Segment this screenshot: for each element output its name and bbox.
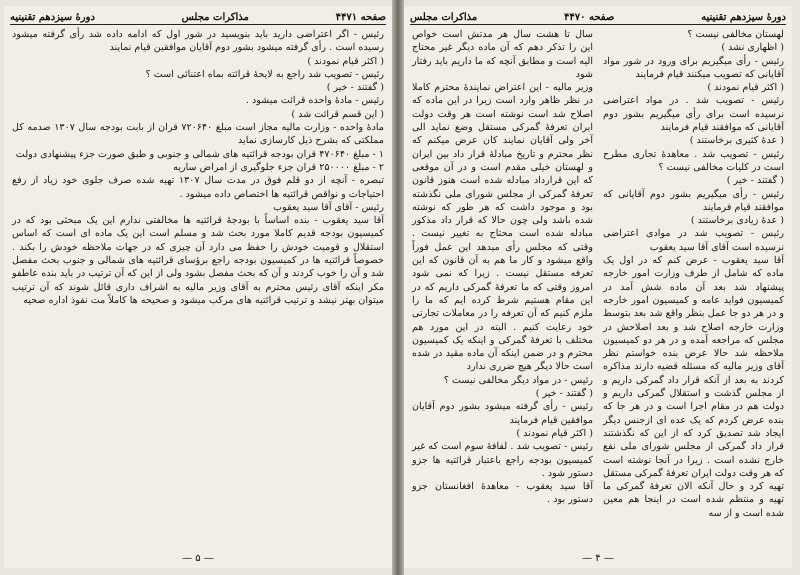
body-text: رئیس - اگر اعتراضی دارید باید بنویسید در شور اول که ادامه داده شد رأی گرفته میشود رسیده است . رأی گرفته میشود بشور دوم آقایان موافقین قیام نمایند ( اکثر قیام نمودند ) رئیس - تصویب شد راجع به لایحهٔ قرائته بماه اعتنائی است ؟ ( گفتند - خیر ) رئیس - مادهٔ واحده قرائت میشود . ( این قسم قرائت شد ) مادهٔ واحده - وزارت مالیه مجاز است مبلغ ۷۲۰۶۴۰ قران از بابت بودجه سال ۱۳۰۷ صدمه کل مملکتی که بشرح ذیل کارسازی نماید ۱ - مبلغ ۴۷۰۶۴۰ قران بودجه قرائتیه های شمالی و جنوبی و طبق صورت جزء پیشنهادی دولت ۲ - مبلغ ۲۵۰۰۰۰ قران جزء جلوگیری از امراض ساریه تبصره - آنچه از دو قلم فوق در مدت سال ۱۳۰۷ تهیه شده صرف جلوی خود زیاد از رفع احتیاجات و نواقص قرائتیه ها اختصاص داده میشود . رئیس - آقای آقا سید یعقوب آقا سید یعقوب - بنده اساساً با بودجهٔ قرائتیه ها مخالفتی ندارم این یک مبحثی بود که در کمیسیون بودجه قدیم کاملا مورد بحث شد و مسلم است این یک ماده ای است که اساس استقلال و قومیت خودش را حفظ می دارد آن چیزی که در جهات ملاحظه خودش را بکند . خصوصاً قرائتیه ها در کمیسیون بودجه راجع برؤسای قرائتیه های شمالی و جنوب بحث مفصل شد و آن را خوب کردند و آن که بحث مفصل بشود ولی از این که آن ترتیب در باید بنده عاطفو مکر اینکه آقای رئیس محترم به آقای وزیر مالیه به اشراف داری قائل شوند که آن ترتیب میتوان بهتر نیشد و ترتیب قرائتیه های مرکب میشود و صحیحه ها کاملاً مت نفوذ اداره صحیه xyxy=(12,29,384,306)
page-body xyxy=(412,28,784,550)
page-number: صفحه ۴۴۷۰ xyxy=(564,11,615,23)
running-title: مذاکرات مجلس xyxy=(410,11,478,23)
page-body xyxy=(12,28,384,550)
page-footer: — ۴ — xyxy=(582,553,614,564)
body-text-column-right: لهستان مخالفی نیست ؟ ( اظهاری نشد ) رئیس - رأی میگیریم برای ورود در شور مواد آقایانی که تصویب میکنند قیام فرمایند ( اکثر قیام نمودند ) رئیس - تصویب شد . در مواد اعتراضی نرسیده است برای رأی میگیریم بشور دوم آقایانی که موافقند قیام فرمایند ( عدهٔ کثیری برخاستند ) رئیس - تصویب شد . معاهدهٔ تجاری مطرح است در کلیات مخالفی نیست ؟ ( گفتند - خیر ) رئیس - رأی میگیریم بشور دوم آقایانی که موافقند قیام فرمایند ( عدهٔ زیادی برخاستند ) رئیس - تصویب شد در موادی اعتراضی نرسیده است آقای آقا سید یعقوب آقا سید یعقوب - عرض کنم که در اول یک ماده که شامل از طرف وزارت امور خارجه پیشنهاد شد بعد آن ماده شش آمد در کمیسیون فواید عامه و کمیسیون امور خارجه و در هر دو جا عمل بنظر واقع شد بعد بتوسط وزارت خارجه اصلاح شد و بعد اصلاحش در مجلس که مراجعه آمده و در هر دو کمیسیون ملاحظه شد حالا عرض بنده خواستم نظر آقای وزیر مالیه که مسئله قضیه دارند مذاکره کردند به بعد از آنکه قرار داد گمرکی داریم و از مجلس گذشت و استقلال گمرکی داریم و دولت هم در مقام اجرا است و در هر جا که بنده عرض کردم که یک عده ای ازجنس دیگر ایجاد شد تصدیق کرد که از این که نگذشتند قرار داد گمرکی از مجلس شورای ملی نفع خارج نشده است . زیرا در آنجا نوشته است که هر وقت دولت ایران تعرفهٔ گمرکی مستقل تهیه کرد و حال آنکه الان تعرفهٔ گمرکی ما تهیه و منتظم شده است در اینجا هم معین شده است و از سه xyxy=(603,29,784,519)
right-page xyxy=(404,6,792,568)
running-title: مذاکرات مجلس xyxy=(181,11,249,23)
body-text-column-left: سال تا هشت سال هر مدتش است خواص این را تذکر دهم که آن ماده دیگر غیر محتاج الیه است و مطابق آنچه که ما داریم باید رفتار شود وزیر مالیه - این اعتراض نمایندهٔ محترم کاملا در نظر ظاهر وارد است زیرا در این ماده که اصلاح شد است نوشته است هر وقت دولت ایران تعرفهٔ گمرکی مستقل وضع نماید الی آخر ولی آقایان نمایند کان عرض میکنم که نظر محترم و تاریخ مبادلهٔ قرار داد بین ایران و لهستان خیلی مقدم است و در آن موقعی که این قرارداد مبادله شده است هنوز قانون تعرفهٔ گمرکی از مجلس شورای ملی نگذشته بود و موجود داشت که هر طور که نوشته شده باشد ولی چون حالا که قرار داد مذکور مبادله شده است محتاج به تغییر نیست . وقتی که مجلس رأی میدهد این عمل فوراً واقع میشود و کار ما هم به آن قانون که این تعرفه مستقل نیست . زیرا که نمی شود امروز وقتی که ما تعرفهٔ گمرکی داریم که در این مقام هستیم شرط کرده ایم که ما را ملزم کنیم که آن تعرفه را در معاملات تجارتی خود رعایت کنیم . البته در این مورد هم مختلف با تعرفهٔ گمرکی و اینکه یک کمیسیون محترم و در ضمن اینکه آن ماده مقید در شده است حالا دیگر هیچ ضرری ندارد رئیس - در مواد دیگر مخالفی نیست ؟ ( گفتند - خیر ) رئیس - رأی گرفته میشود بشور دوم آقایان موافقین قیام فرمایند ( اکثر قیام نمودند ) رئیس - تصویب شد . لفافهٔ سوم است که غیر کمیسیون بودجه راجع باعتبار قرائتیه ها جزو دستور شود . آقا سید یعقوب - معاهدهٔ افغانستان جزو دستور بود . xyxy=(412,29,593,506)
page-header xyxy=(410,10,786,25)
page-header xyxy=(10,10,386,25)
left-page xyxy=(4,6,392,568)
session-label: دورهٔ سیزدهم تقنینیه xyxy=(10,11,95,23)
session-label: دورهٔ سیزدهم تقنینیه xyxy=(701,11,786,23)
book-gutter xyxy=(392,0,404,575)
page-footer: — ۵ — xyxy=(182,553,214,564)
page-number: صفحه ۴۴۷۱ xyxy=(335,11,386,23)
